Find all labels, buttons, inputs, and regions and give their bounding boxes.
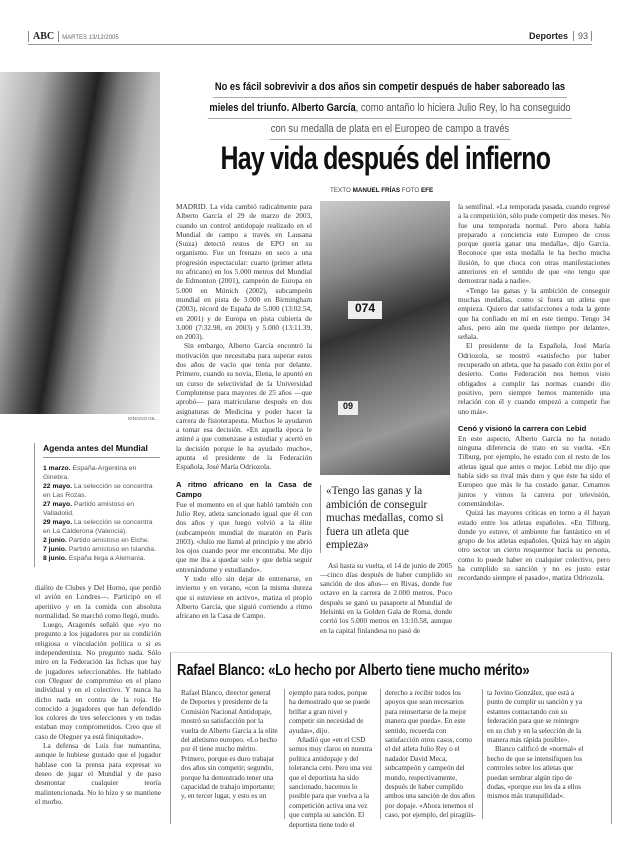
- column-divider: [380, 689, 381, 819]
- page-number: 93: [578, 31, 592, 41]
- deck-line-2-bold: mieles del triunfo. Alberto García: [209, 102, 356, 114]
- paragraph: Así hasta su vuelta, el 14 de junio de 2005 —cinco días después de haber cumplido su sanción de dos años— en Rivas, donde fue octavo en la carrera de 2.000 metros. Poco después se ganó su pasaporte al Mundial de Helsinki en la Golden Gala de Roma, donde corrió los 5.000 metros en 13:10.58, aunque en la capital finlandesa no pasó de: [320, 560, 452, 635]
- byline-text-label: TEXTO: [330, 187, 351, 194]
- byline-photo-label: FOTO: [401, 187, 420, 194]
- agenda-text: España llega a Alemania.: [68, 555, 146, 562]
- paragraph: Blanco calificó de «normal» el hecho de que se intensifiquen los controles sobre los atletas que puedan sembrar algún tipo de dudas, «porque eso les da a ellos mismos más tranquilidad».: [487, 745, 584, 801]
- agenda-date: 1 marzo.: [43, 465, 71, 472]
- agenda-date: 8 junio.: [43, 555, 67, 562]
- paragraph: Quizá las mayores críticas en torno a él hayan estado entre los atletas españoles. «En Tilburg, donde yo estuve, el ambiente fue fantástico en el grupo de los atletas españoles. Quizá hay en algún otro sector un cierto resquemor hacia su persona, como lo puede haber en cualquier colectivo, pero ha cumplido su sanción y no es justo estar recordando siempre el pasado», matiza Odriozola.: [458, 508, 610, 583]
- agenda-text: Partido amistoso en Elche.: [68, 537, 150, 544]
- paragraph: Y todo ello sin dejar de entrenarse, en invierno y en verano, «con la misma dureza que si estuviese en activo», matiza el propio Alberto García, que siguió corriendo a ritmo africano en la Casa de Campo.: [176, 573, 312, 621]
- agenda-item: [43, 536, 160, 545]
- paragraph: El presidente de la Española, José María Odriozola, se mostró «satisfecho por haber recuperado un atleta, que ha pasado con éxito por el desierto. Como Federación nos hemos visto obligados a cumplir las normas cuando dio positivo, pero siempre hemos mantenido una relación con él y cuando empezó a competir fue uno más».: [458, 341, 610, 416]
- column-divider: [482, 689, 483, 819]
- headline: [170, 140, 600, 180]
- paragraph: Sin embargo, Alberto García encontró la motivación que necesitaba para superar estos dos años de vacío que tenía por delante. Primero, cuando su novia, Elena, le apuntó en un curso de selectividad de la Universidad Complutense para mayores de 25 años —que aprobó— para matricularse después en dos asignaturas de Medicina y poder hacer la carrera de fisioterapeuta. Muchos le ayudaron a tomar esa decisión. «En aquella época le animé a que comenzase a estudiar y acertó en la decisión porque le ha ayudado mucho», apunta el presidente de la Federación Española, José María Odriozola.: [176, 341, 312, 472]
- paragraph: ejemplo para todos, porque ha demostrado que se puede brillar a gran nivel y competir sin necesidad de ayudas», dijo.: [289, 689, 371, 735]
- column-3-continuation: [458, 434, 610, 583]
- agenda-item: [43, 554, 160, 563]
- paragraph: ta Jovino González, que está a punto de cumplir su sanción y ya estamos contactando con su federación para que se reintegre en su club y en la selección de la manera más rápida posible».: [487, 689, 583, 745]
- byline-author: MANUEL FRÍAS: [352, 187, 401, 194]
- agenda-date: 22 mayo.: [43, 483, 73, 490]
- issue-date: MARTES 13/12/2005: [62, 35, 119, 41]
- column-divider: [284, 689, 285, 819]
- sidebar-title: Rafael Blanco: «Lo hecho por Alberto tiene mucho mérito»: [177, 662, 530, 679]
- sidebar-column-4: [487, 689, 587, 802]
- paragraph: «Tengo las ganas y la ambición de conseguir muchas medallas, como si fuera un atleta que empieza. Quiero dar satisfacciones a toda la gente que ha confiado en mí en este tiempo. Tengo 34 años, pero aún me queda tiempo por delante», señala.: [458, 285, 610, 342]
- sidebar-column-3: [385, 689, 477, 821]
- paragraph: Rafael Blanco, director general de Deportes y presidente de la Comisión Nacional Antidopaje, mostró su satisfacción por la vuelta de Alberto García a la elite del atletismo europeo. «Lo hecho por él tiene mucho mérito. Primero, porque es duro trabajar dos años sin competir; segundo, porque ha demostrado tener una capacidad de trabajo importante; y, en tercer lugar, y esto es un: [181, 689, 278, 801]
- main-column-2: [320, 561, 452, 635]
- paragraph: MADRID. La vida cambió radicalmente para Alberto García el 29 de marzo de 2003, cuando un control antidopaje realizado en el Mundial de campo a través en Lausana (Suiza) detectó restos de EPO en su organismo. Fue un frenazo en seco a una progresión espectacular: cuarto (primer atleta no africano) en los 5.000 metros del Mundial de Edmonton (2001), campeón de Europa en 5.000 en Múnich (2002), subcampeón mundial en pista de 3.000 en Birmingham (2003), récord de España de 5.000 (13:02.54, en 2001) y de Europa en pista cubierta de 3.000 (7:32.98, en 2003) y 5.000 (13:11.39, en 2003).: [176, 202, 312, 342]
- pull-quote-and-column-2: [320, 485, 452, 635]
- sidebar-column-2: [289, 689, 375, 830]
- agenda-date: 27 mayo.: [43, 501, 73, 508]
- agenda-date: 7 junio.: [43, 546, 67, 553]
- agenda-date: 29 mayo.: [43, 519, 73, 526]
- deck-line-1: No es fácil sobrevivir a dos años sin competir después de haber saboreado las: [214, 81, 566, 93]
- newspaper-brand: ABC: [28, 31, 59, 42]
- article-deck: [183, 77, 597, 140]
- paragraph: Añadió que «en el CSD somos muy claros en nuestra política antidopaje y del tolerancia cero. Pero una vez que el deportista ha sido sancionado, hacemos lo posible para que vuelva a la competición activa una vez que cumpla su sanción. El deportista tiene todo el: [289, 736, 373, 829]
- paragraph: Fue el momento en el que habló también con Julio Rey, atleta sancionado igual que él con dos años y que luego volvió a la élite (subcampeón mundial de maratón en París 2003). «Julio me llamó al principio y me abrió los ojos cuando peor me encontraba. Me dijo que me iba a quedar solo y que debía seguir entrenándome y estudiando».: [176, 499, 312, 574]
- agenda-text: Partido amistoso en Valladolid.: [43, 501, 135, 517]
- agenda-item: [43, 500, 160, 518]
- deck-line-3: con su medalla de plata en el Europeo de campo a través: [270, 123, 510, 135]
- agenda-item: [43, 545, 160, 554]
- sidebar-column-1: [181, 689, 279, 802]
- agenda-text: Partido amistoso en Islandia.: [68, 546, 156, 553]
- pull-quote: «Tengo las ganas y la ambición de conseguir muchas medallas, como si fuera un atleta que empieza»: [320, 485, 452, 553]
- left-article: [35, 583, 161, 806]
- paragraph: Luego, Aragonés señaló que «yo no pregunto a los jugadores por su condición religiosa o vinculación política o si es independentista. No pregunto nada. Sólo miro en la Federación las fichas que hay de jugadores seleccionables. He hablado con Oleguer de compromiso en el plano individual y en el colectivo. Y nunca ha dicho nada en contra de la roja. He conocido a jugadores que han defendido los colores de tres selecciones y en todas estaban muy comprometidos. Creo que el caso de Oleguer ya está finiquitado».: [35, 620, 161, 741]
- paragraph: En este aspecto, Alberto García no ha notado ninguna diferencia de trato en su vuelta. «En Tilburg, por ejemplo, he estado con el resto de los atletas igual que antes o mejor. Lebid me dijo que había sido su rival más duro y que éste ha sido el Europeo que más le ha costado ganar. Cenamos juntos y vimos la carrera por televisión, comentándola».: [458, 433, 610, 508]
- photo-bib-2: 09: [338, 401, 358, 415]
- subheading: Cenó y visionó la carrera con Lebid: [458, 423, 587, 433]
- agenda-text: España-Argentina en Ginebra.: [43, 465, 137, 481]
- main-column-1: [176, 202, 312, 620]
- paragraph: La defensa de Luis fue numantina, aunque le hubiese gustado que el jugador hablase con la prensa para expresar su deseo de jugar el Mundial y de paso desmontar cualquier teoría malintencionada. No lo hizo y se mantiene el morbo.: [35, 741, 161, 806]
- page-header: [28, 31, 592, 45]
- sidebar-box: [170, 652, 612, 829]
- runner-photo: [320, 201, 450, 475]
- main-column-3: [458, 202, 610, 583]
- deck-line-2: , como antaño lo hiciera Julio Rey, lo ha conseguido: [355, 102, 571, 114]
- agenda-item: [43, 482, 160, 500]
- agenda-date: 2 junio.: [43, 537, 67, 544]
- byline-agency: EFE: [420, 187, 434, 194]
- agenda-item: [43, 518, 160, 536]
- agenda-box: [34, 443, 160, 567]
- photo-bib-1: 074: [348, 301, 382, 319]
- headline-text: Hay vida después del infierno: [220, 140, 550, 176]
- paragraph: dialito de Clubes y Del Horno, que perdió el avión en Londres—. Participó en el aperitivo y en la comida con absoluta normalidad. Se marchó como llegó, mudo.: [35, 583, 161, 620]
- column-1-continuation: [176, 500, 312, 621]
- photo-credit: IGNACIO GIL: [128, 416, 156, 421]
- paragraph: derecho a recibir todos los apoyos que sean necesarios para reinsertarse de la mejor manera que pueda». En este sentido, recuerda con satisfacción otros casos, como el del atleta Julio Rey o el nadador David Meca, subcampeón y campeón del mundo, respectivamente, después de haber cumplido ambos una sanción de dos años por dopaje. «Ahora tenemos el caso, por ejemplo, del piragüis-: [385, 689, 476, 820]
- portrait-photo: [0, 72, 160, 414]
- paragraph: la semifinal. «La temporada pasada, cuando regresé a la competición, sólo pude competir dos meses. No fue una temporada normal. Pero ahora había preparado a conciencia este Europeo de cross porque quería ganar una medalla», dijo García. Reconoce que esta medalla le ha hecho mucha ilusión, lo que choca con otras manifestaciones anteriores en el sentido de que «no tengo que demostrar nada a nadie».: [458, 202, 610, 286]
- section-name: Deportes: [529, 31, 574, 41]
- subheading: A ritmo africano en la Casa de Campo: [176, 479, 312, 499]
- byline: [330, 187, 433, 194]
- agenda-text: La selección se concentra en Las Rozas.: [43, 483, 153, 499]
- agenda-text: La selección se concentra en La Calderona (Valencia).: [43, 519, 153, 535]
- agenda-item: [43, 464, 160, 482]
- agenda-title: Agenda antes del Mundial: [43, 443, 160, 458]
